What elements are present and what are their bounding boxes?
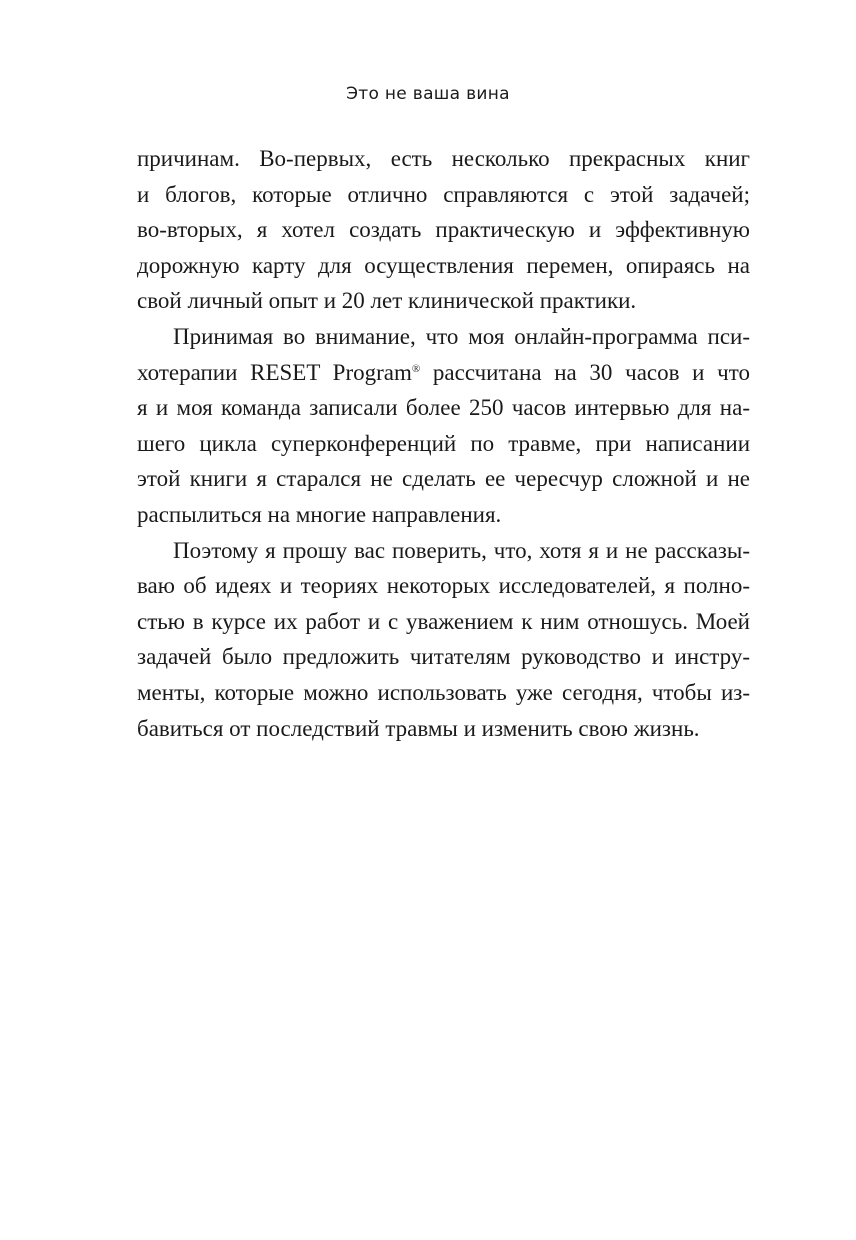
paragraph-1-line-2: и блогов, которые отлично справляются с этой задачей; (137, 181, 750, 207)
paragraph-2-line-2 (137, 355, 750, 391)
paragraph-2-line-4: шего цикла суперконференций по травме, при написании (137, 430, 750, 456)
paragraph-3-line-2: ваю об идеях и теориях некоторых исследователей, я полно- (137, 573, 750, 599)
reset-program-text: хотерапии RESET Program (137, 359, 412, 385)
paragraph-1-line-1: причинам. Во-первых, есть несколько прекрасных книг (137, 146, 750, 171)
paragraph-1-line-5: свой личный опыт и 20 лет клинической практики. (137, 288, 637, 314)
paragraph-3-line-5: менты, которые можно использовать уже сегодня, чтобы из- (137, 679, 750, 705)
paragraph-1-line-3: во-вторых, я хотел создать практическую и эффективную (137, 217, 750, 243)
body-text (137, 141, 750, 746)
paragraph-3-line-3: стью в курсе их работ и с уважением к ним отношусь. Моей (137, 608, 750, 634)
paragraph-3-line-6: бавиться от последствий травмы и изменить свою жизнь. (137, 715, 700, 741)
paragraph-2-line-5: этой книги я старался не сделать ее чересчур сложной и не (137, 466, 750, 492)
paragraph-1-line-4: дорожную карту для осуществления перемен, опираясь на (137, 252, 750, 278)
paragraph-3-line-1: Поэтому я прошу вас поверить, что, хотя я и не рассказы- (173, 537, 750, 563)
paragraph-2-line-6: распылиться на многие направления. (137, 501, 502, 527)
running-head: Это не ваша вина (346, 84, 510, 104)
paragraph-2-line-3: я и моя команда записали более 250 часов интервью для на- (137, 395, 750, 421)
paragraph-2-line-1: Принимая во внимание, что моя онлайн-программа пси- (173, 323, 750, 349)
paragraph-2-line-2-rest: рассчитана на 30 часов и что (420, 359, 750, 385)
paragraph-3-line-4: задачей было предложить читателям руководство и инстру- (137, 644, 750, 670)
registered-mark: ® (411, 362, 421, 375)
